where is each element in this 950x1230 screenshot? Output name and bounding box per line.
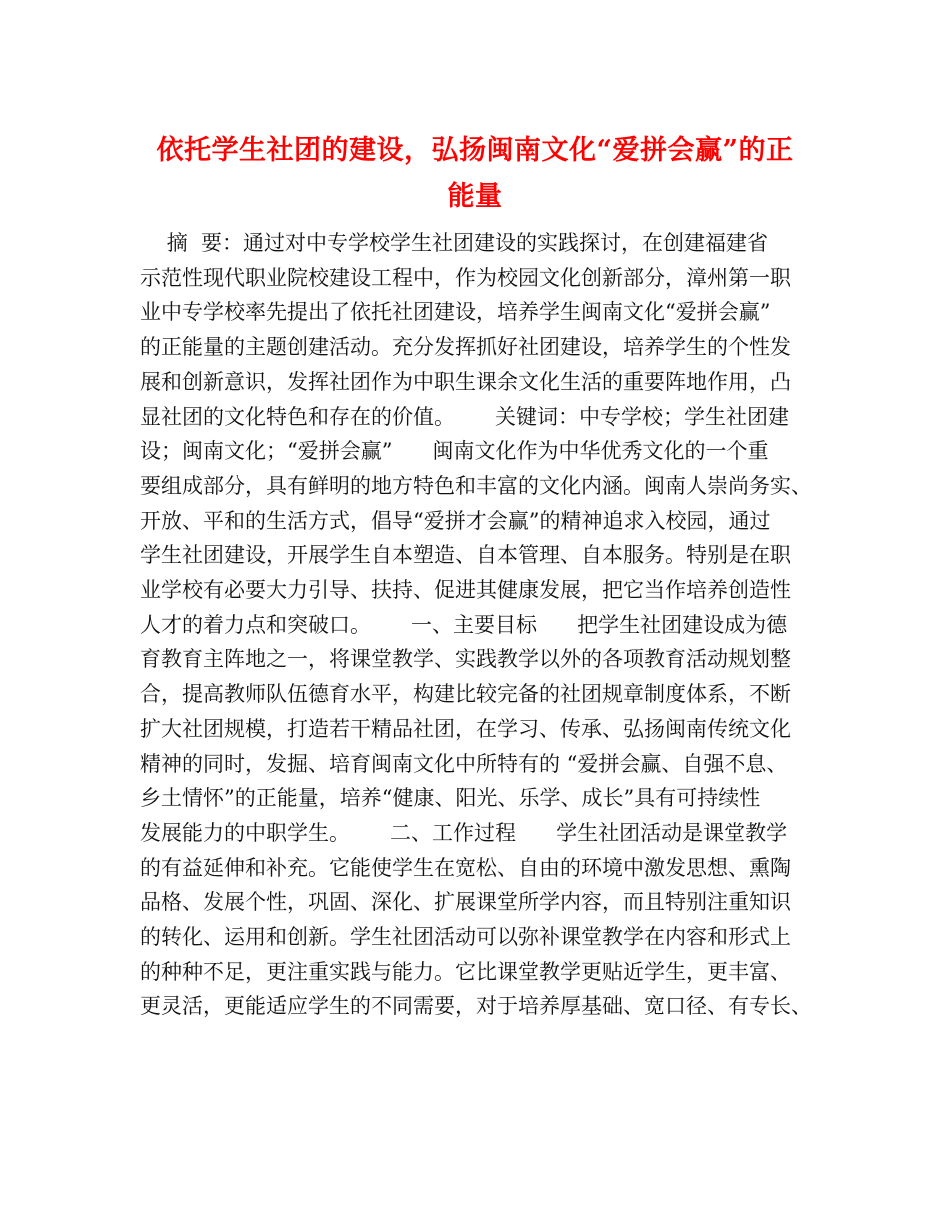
body-line: 的正能量的主题创建活动。充分发挥抓好社团建设，培养学生的个性发	[140, 335, 791, 360]
body-line: 发展能力的中职学生。 二、工作过程 学生社团活动是课堂教学	[140, 820, 788, 845]
body-line: 显社团的文化特色和存在的价值。 关键词：中专学校；学生社团建	[140, 404, 790, 429]
body-line: 乡土情怀”的正能量，培养“健康、阳光、乐学、成长”具有可持续性	[140, 786, 761, 811]
document-body	[140, 226, 830, 1024]
body-line: 示范性现代职业院校建设工程中，作为校园文化创新部分，漳州第一职	[140, 265, 791, 290]
body-line: 的有益延伸和补充。它能使学生在宽松、自由的环境中激发思想、熏陶	[140, 855, 791, 880]
title-line: 能量	[447, 181, 503, 212]
body-line: 精神的同时，发掘、培育闽南文化中所特有的 “爱拼会赢、自强不息、	[140, 751, 788, 776]
document-title	[120, 128, 830, 220]
body-line: 展和创新意识，发挥社团作为中职生课余文化生活的重要阵地作用，凸	[140, 369, 791, 394]
body-line: 摘 要：通过对中专学校学生社团建设的实践探讨，在创建福建省	[140, 231, 769, 255]
body-line: 的种种不足，更注重实践与能力。它比课堂教学更贴近学生，更丰富、	[140, 959, 791, 984]
body-line: 的转化、运用和创新。学生社团活动可以弥补课堂教学在内容和形式上	[140, 925, 791, 950]
body-line: 育教育主阵地之一，将课堂教学、实践教学以外的各项教育活动规划整	[140, 647, 791, 672]
body-line: 业中专学校率先提出了依托社团建设，培养学生闽南文化“爱拼会赢”	[140, 300, 771, 325]
body-line: 品格、发展个性，巩固、深化、扩展课堂所学内容，而且特别注重知识	[140, 890, 791, 915]
title-line: 依托学生社团的建设，弘扬闽南文化“爱拼会赢”的正	[156, 135, 794, 166]
body-line: 要组成部分，具有鲜明的地方特色和丰富的文化内涵。闽南人崇尚务实、	[140, 473, 812, 498]
body-line: 开放、平和的生活方式，倡导“爱拼才会赢”的精神追求入校园，通过	[140, 508, 771, 533]
body-line: 人才的着力点和突破口。 一、主要目标 把学生社团建设成为德	[140, 612, 788, 637]
body-line: 设；闽南文化；“爱拼会赢” 闽南文化作为中华优秀文化的一个重	[140, 439, 769, 464]
body-line: 学生社团建设，开展学生自本塑造、自本管理、自本服务。特别是在职	[140, 543, 791, 568]
body-line: 合，提高教师队伍德育水平，构建比较完备的社团规章制度体系，不断	[140, 682, 791, 707]
body-line: 更灵活，更能适应学生的不同需要，对于培养厚基础、宽口径、有专长、	[140, 994, 812, 1019]
body-line: 扩大社团规模，打造若干精品社团，在学习、传承、弘扬闽南传统文化	[140, 716, 791, 741]
body-line: 业学校有必要大力引导、扶持、促进其健康发展，把它当作培养创造性	[140, 578, 791, 603]
